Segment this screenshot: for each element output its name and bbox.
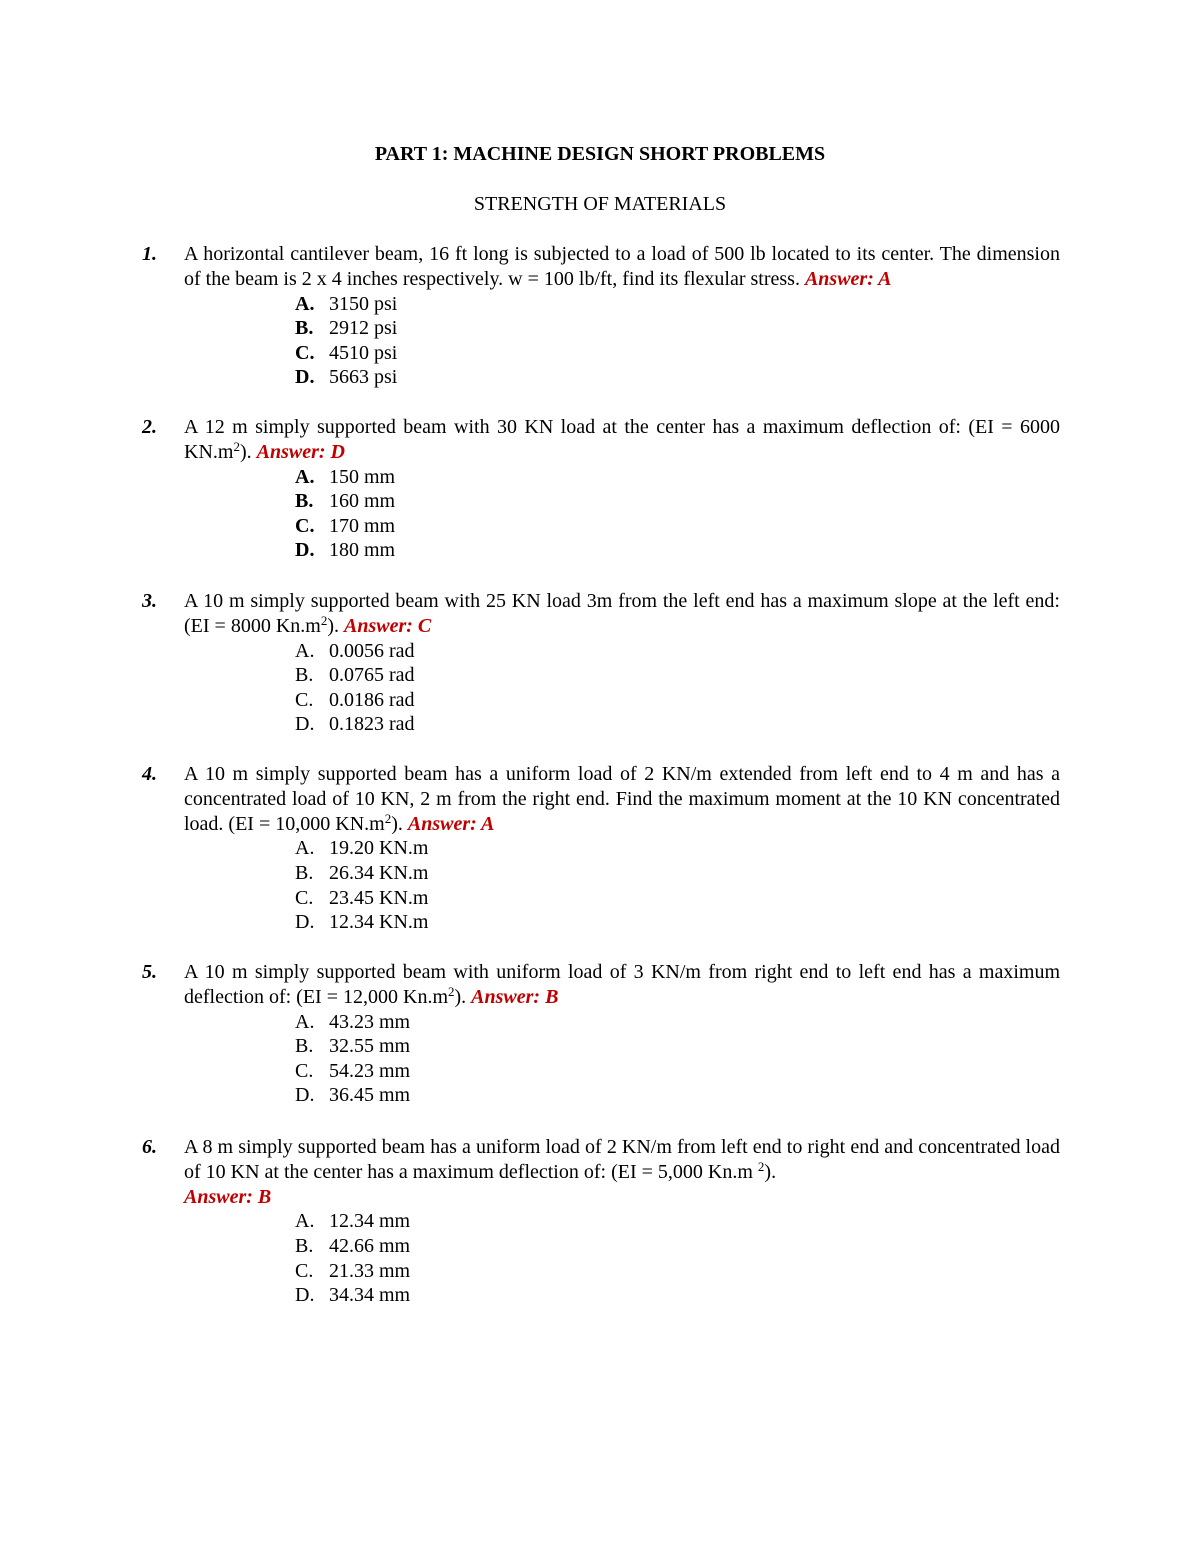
option-c [295,886,1060,911]
option-letter: B. [295,664,314,687]
option-letter: D. [295,366,315,389]
option-letter: C. [295,1059,314,1082]
option-text: 26.34 KN.m [329,861,429,884]
option-letter: A. [295,1010,315,1033]
option-letter: C. [295,514,315,537]
option-d [295,1083,1060,1108]
option-letter: C. [295,341,315,364]
option-c [295,341,1060,366]
question-text [184,242,1060,292]
question-body: A 10 m simply supported beam with uniform load of 3 KN/m from right end to left end has a maximum deflection of: (EI = 12,000 Kn.m [184,961,1060,1008]
option-a [295,465,1060,490]
option-text: 5663 psi [329,366,398,389]
option-text: 21.33 mm [329,1259,411,1282]
option-text: 4510 psi [329,341,398,364]
question-4 [142,762,1060,935]
option-text: 2912 psi [329,317,398,340]
option-text: 3150 psi [329,292,398,315]
answer-key: Answer: A [407,812,495,835]
option-letter: C. [295,688,314,711]
option-c [295,1059,1060,1084]
option-text: 0.0765 rad [329,664,415,687]
option-letter: A. [295,1210,315,1233]
question-3 [142,589,1060,737]
question-5 [142,960,1060,1108]
option-a [295,1209,1060,1234]
question-text [184,415,1060,465]
question-body: A horizontal cantilever beam, 16 ft long is subjected to a load of 500 lb located to its center. The dimension of the beam is 2 x 4 inches respectively. w = 100 lb/ft, find its flexular stress. [184,243,1060,290]
option-letter: B. [295,861,314,884]
answer-options [295,1209,1060,1307]
option-a [295,639,1060,664]
page-title: PART 1: MACHINE DESIGN SHORT PROBLEMS [374,143,826,165]
option-text: 36.45 mm [329,1084,411,1107]
option-letter: B. [295,1234,314,1257]
question-number: 3. [142,590,157,612]
option-letter: D. [295,539,315,562]
superscript: 2 [233,438,240,454]
answer-key: Answer: B [471,985,559,1008]
option-text: 12.34 mm [329,1210,411,1233]
option-text: 150 mm [329,465,396,488]
option-d [295,538,1060,563]
question-body-end: ). [391,812,403,835]
question-body-end: ). [454,985,467,1008]
question-number: 1. [142,243,157,265]
option-letter: C. [295,1259,314,1282]
option-letter: B. [295,1035,314,1058]
answer-key: Answer: C [344,614,432,637]
option-d [295,365,1060,390]
answer-key: Answer: A [804,267,892,290]
option-d [295,910,1060,935]
option-text: 54.23 mm [329,1059,411,1082]
question-6 [142,1135,1060,1308]
option-d [295,712,1060,737]
option-b [295,861,1060,886]
option-letter: A. [295,292,315,315]
question-text [184,589,1060,639]
question-1 [142,242,1060,390]
option-text: 43.23 mm [329,1010,411,1033]
option-letter: A. [295,837,315,860]
superscript: 2 [448,983,455,999]
question-body-end: ). [764,1160,777,1183]
option-text: 42.66 mm [329,1234,411,1257]
option-letter: A. [295,639,315,662]
question-2 [142,415,1060,563]
option-text: 180 mm [329,539,396,562]
question-text [184,960,1060,1010]
question-body: A 12 m simply supported beam with 30 KN load at the center has a maximum deflection of: (EI = 6000 KN.m [184,416,1060,463]
option-text: 19.20 KN.m [329,837,429,860]
answer-options [295,292,1060,390]
option-b [295,316,1060,341]
option-a [295,836,1060,861]
option-b [295,1234,1060,1259]
option-a [295,292,1060,317]
answer-options [295,639,1060,737]
option-letter: B. [295,317,314,340]
question-body-end: ). [327,614,339,637]
option-letter: D. [295,1084,315,1107]
section-subtitle: STRENGTH OF MATERIALS [473,193,727,215]
option-text: 160 mm [329,490,396,513]
answer-key: Answer: D [256,440,345,463]
question-text [184,1135,1060,1209]
question-number: 5. [142,961,157,983]
question-body: A 10 m simply supported beam has a uniform load of 2 KN/m extended from left end to 4 m and has a concentrated load of 10 KN, 2 m from the right end. Find the maximum moment at the 10 KN concentrated load. (EI = 10,000 KN.m [184,763,1060,835]
option-letter: D. [295,1284,315,1307]
option-b [295,1034,1060,1059]
answer-key: Answer: B [184,1185,272,1208]
answer-options [295,836,1060,934]
option-text: 32.55 mm [329,1035,411,1058]
question-number: 2. [142,416,157,438]
option-text: 0.0056 rad [329,639,415,662]
question-body: A 8 m simply supported beam has a uniform load of 2 KN/m from left end to right end and concentrated load of 10 KN at the center has a maximum deflection of: (EI = 5,000 Kn.m [184,1136,1060,1183]
option-letter: C. [295,886,314,909]
answer-options [295,465,1060,563]
option-text: 0.1823 rad [329,713,415,736]
superscript: 2 [757,1158,765,1174]
question-body-end: ). [239,440,252,463]
question-body: A 10 m simply supported beam with 25 KN load 3m from the left end has a maximum slope at the left end: (EI = 8000 Kn.m [184,590,1060,637]
superscript: 2 [320,612,328,628]
option-b [295,663,1060,688]
option-text: 170 mm [329,514,396,537]
option-c [295,1259,1060,1284]
option-letter: A. [295,465,315,488]
option-letter: D. [295,713,315,736]
option-letter: B. [295,490,314,513]
question-number: 6. [142,1136,157,1158]
question-number: 4. [142,763,157,785]
option-d [295,1283,1060,1308]
superscript: 2 [384,810,392,826]
option-c [295,514,1060,539]
option-b [295,489,1060,514]
option-text: 23.45 KN.m [329,886,429,909]
option-text: 12.34 KN.m [329,911,429,934]
option-text: 0.0186 rad [329,688,415,711]
option-a [295,1010,1060,1035]
option-letter: D. [295,911,315,934]
option-c [295,688,1060,713]
answer-options [295,1010,1060,1108]
question-text [184,762,1060,836]
option-text: 34.34 mm [329,1284,411,1307]
